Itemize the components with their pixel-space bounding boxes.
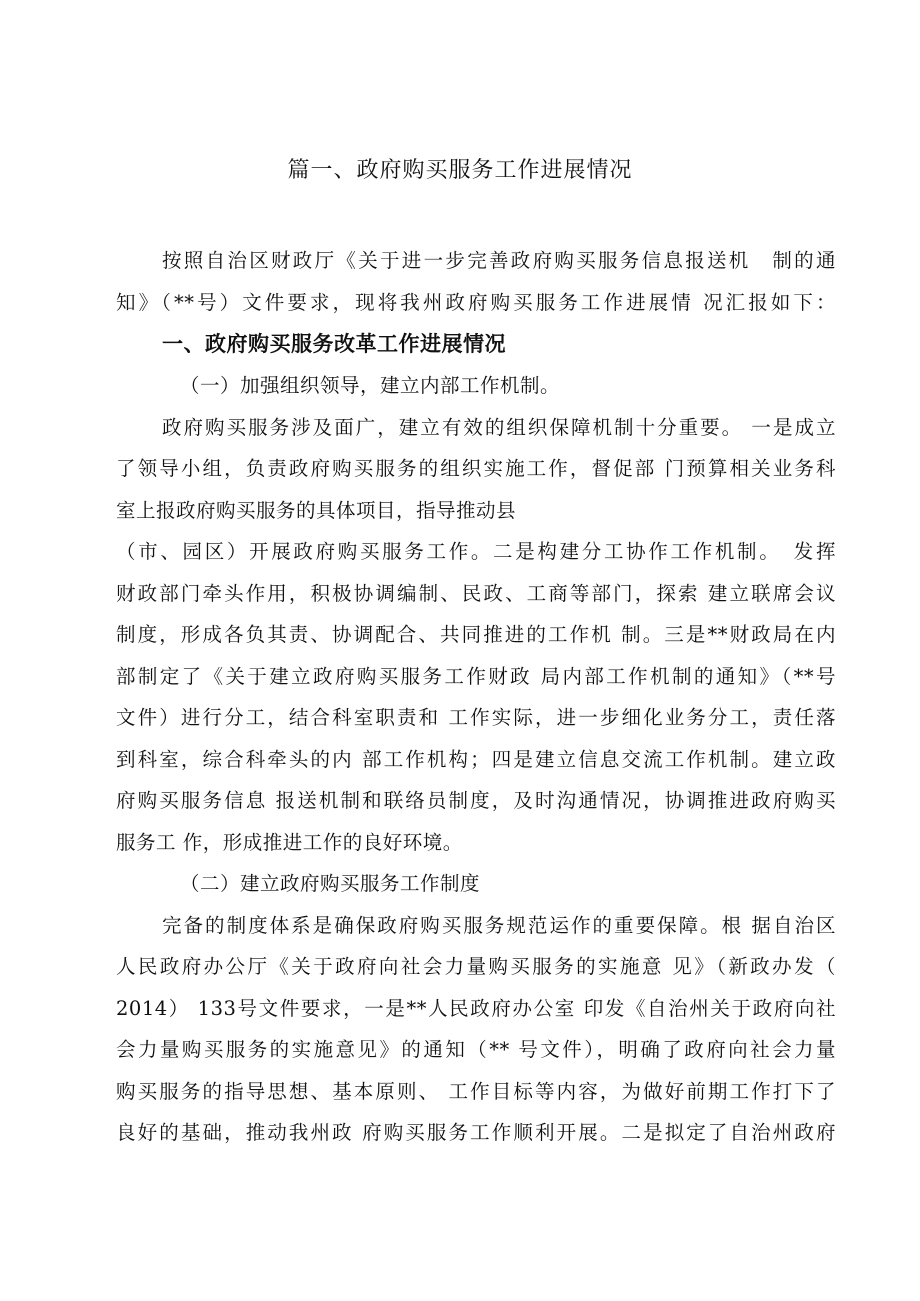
subsection-heading: （二）建立政府购买服务工作制度 <box>180 872 481 895</box>
paragraph-line: 知》（**号）文件要求，现将我州政府购买服务工作进展情 况汇报如下： <box>116 290 836 314</box>
paragraph-line: 府购买服务信息 报送机制和联络员制度，及时沟通情况，协调推进政府购买 <box>116 789 836 812</box>
paragraph-line: 2014） 133号文件要求，一是**人民政府办公室 印发《自治州关于政府向社 <box>116 996 836 1020</box>
document-body <box>116 240 836 1154</box>
section-heading: 一、政府购买服务改革工作进展情况 <box>162 332 506 356</box>
paragraph-line: 部制定了《关于建立政府购买服务工作财政 局内部工作机制的通知》（**号 <box>116 664 836 688</box>
paragraph-line: 人民政府办公厅《关于政府向社会力量购买服务的实施意 见》（新政办发（ <box>116 955 836 978</box>
paragraph-line: 会力量购买服务的实施意见》的通知（** 号文件），明确了政府向社会力量 <box>116 1038 836 1061</box>
paragraph-line: 了领导小组，负责政府购买服务的组织实施工作，督促部 门预算相关业务科 <box>116 457 836 480</box>
paragraph-line: 购买服务的指导思想、基本原则、 工作目标等内容，为做好前期工作打下了 <box>116 1079 836 1103</box>
paragraph-line: 完备的制度体系是确保政府购买服务规范运作的重要保障。根 据自治区 <box>162 913 836 937</box>
paragraph-line: 制度，形成各负其责、协调配合、共同推进的工作机 制。三是**财政局在内 <box>116 623 836 646</box>
paragraph-line: 文件）进行分工，结合科室职责和 工作实际，进一步细化业务分工，责任落 <box>116 706 836 729</box>
subsection-heading: （一）加强组织领导，建立内部工作机制。 <box>180 374 561 397</box>
paragraph-line: 服务工 作，形成推进工作的良好环境。 <box>116 830 463 854</box>
paragraph-line: 良好的基础，推动我州政 府购买服务工作顺利开展。二是拟定了自治州政府 <box>116 1121 836 1144</box>
paragraph-line: 财政部门牵头作用，积极协调编制、民政、工商等部门，探索 建立联席会议 <box>116 581 836 605</box>
paragraph-line: 到科室，综合科牵头的内 部工作机构；四是建立信息交流工作机制。建立政 <box>116 747 836 771</box>
paragraph-line: （市、园区）开展政府购买服务工作。二是构建分工协作工作机制。 发挥 <box>116 540 836 563</box>
paragraph-line: 室上报政府购买服务的具体项目，指导推动县 <box>116 498 517 522</box>
paragraph-line: 按照自治区财政厅《关于进一步完善政府购买服务信息报送机 制的通 <box>162 249 836 272</box>
paragraph-line: 政府购买服务涉及面广，建立有效的组织保障机制十分重要。 一是成立 <box>162 415 836 439</box>
page-title: 篇一、政府购买服务工作进展情况 <box>287 158 633 183</box>
